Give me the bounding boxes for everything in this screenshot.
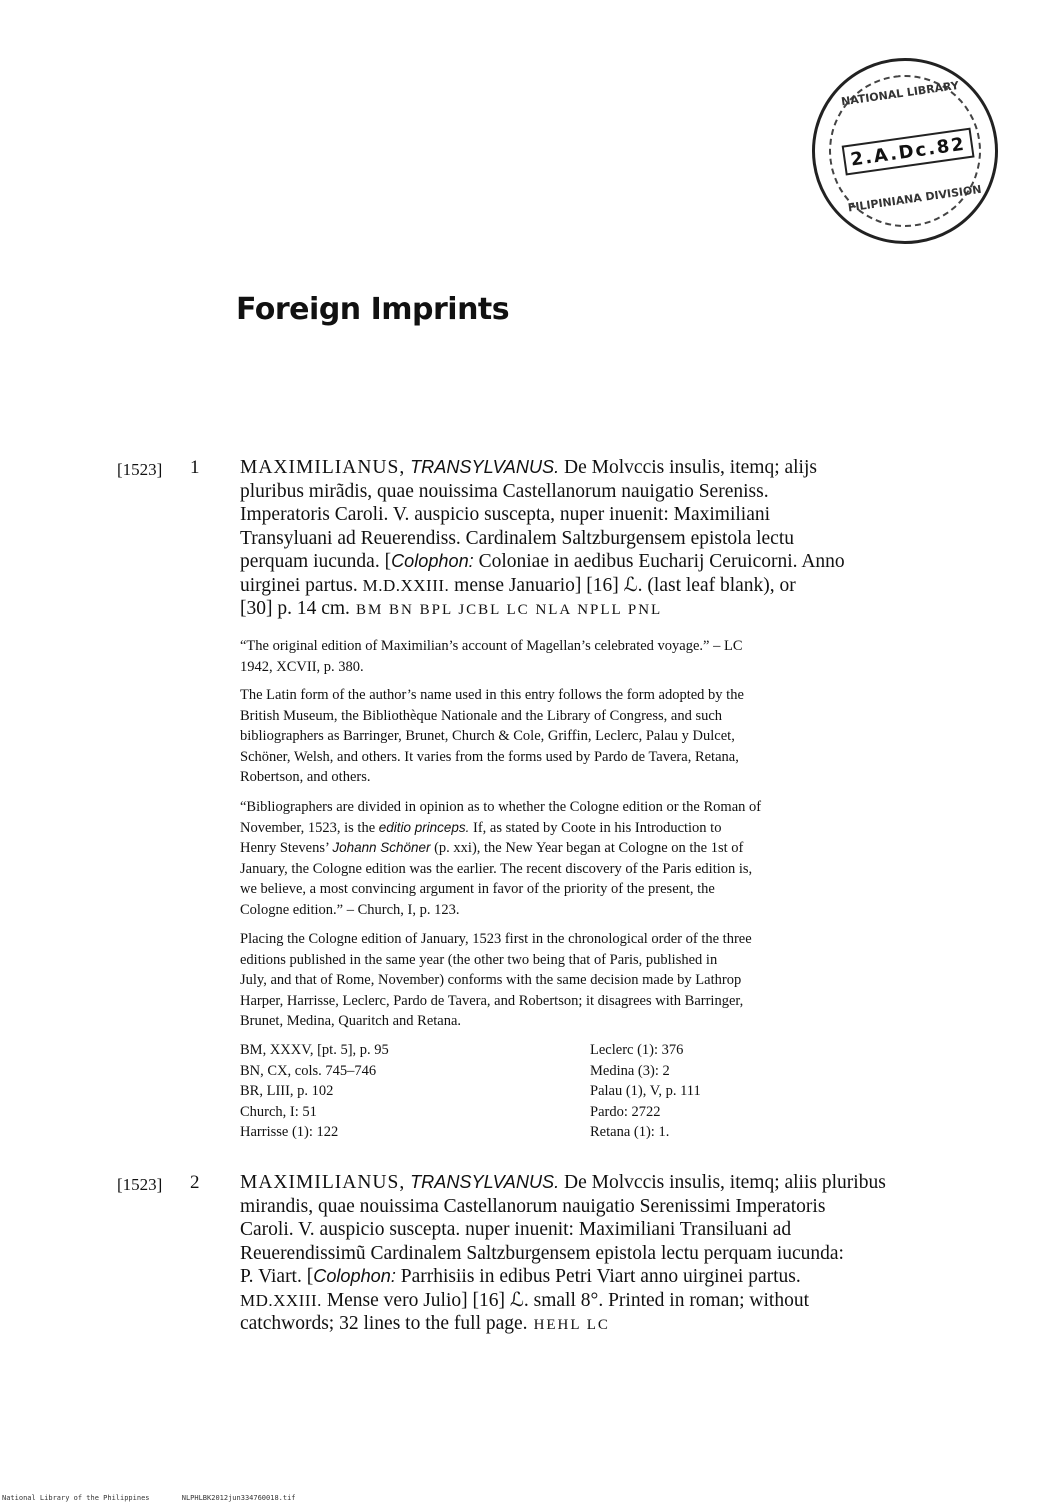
note-line: “Bibliographers are divided in opinion as to whether the Cologne edition or the Roman of	[240, 799, 762, 815]
note-line: January, the Cologne edition was the earlier. The recent discovery of the Paris edition is,	[240, 860, 753, 877]
entry-2-line: Mense vero Julio] [16] ℒ. small 8°. Printed in roman; without	[321, 1289, 810, 1311]
entry-1-line: pluribus mirãdis, quae nouissima Castellanorum nauigatio Sereniss.	[240, 480, 769, 502]
entry-2-date: MD.XXIII.	[240, 1290, 322, 1310]
entry-2-line: catchwords; 32 lines to the full page.	[240, 1313, 528, 1334]
stamp-date: 2.A.Dc.82	[842, 128, 975, 176]
reference: BM, XXXV, [pt. 5], p. 95	[240, 1042, 389, 1058]
note-line: British Museum, the Bibliothèque Nationale and the Library of Congress, and such	[240, 707, 723, 724]
entry-1-note-2	[240, 685, 890, 788]
note-line: Schöner, Welsh, and others. It varies from the forms used by Pardo de Tavera, Retana,	[240, 748, 739, 765]
reference: Retana (1): 1.	[590, 1124, 670, 1140]
entry-1-note-3	[240, 797, 890, 920]
section-title: Foreign Imprints	[236, 292, 510, 327]
footer-file-name: NLPHLBK2012jun334760018.tif	[181, 1494, 296, 1502]
note-line: Henry Stevens’	[240, 840, 333, 856]
note-line: The Latin form of the author’s name used in this entry follows the form adopted by the	[240, 687, 744, 703]
entry-2-line: P. Viart. [	[240, 1266, 314, 1287]
reference: BN, CX, cols. 745–746	[240, 1062, 377, 1079]
note-line: Cologne edition.” – Church, I, p. 123.	[240, 901, 460, 918]
entry-1-line: Imperatoris Caroli. V. auspicio suscepta, nuper inuenit: Maximiliani	[240, 504, 771, 525]
entry-1-line: perquam iucunda. [	[240, 551, 392, 572]
references-left-column	[240, 1040, 389, 1143]
footer-library-name: National Library of the Philippines	[2, 1494, 150, 1502]
entry-2-line: Caroli. V. auspicio suscepta. nuper inuenit: Maximiliani Transiluani ad	[240, 1219, 792, 1240]
note-line: 1942, XCVII, p. 380.	[240, 658, 364, 675]
entry-1-line: uirginei partus.	[240, 574, 363, 596]
entry-2-citation	[240, 1171, 920, 1338]
note-italic: Johann Schöner	[332, 840, 431, 855]
note-line: November, 1523, is the	[240, 819, 379, 836]
stamp-bottom-text: FILIPINIANA DIVISION	[847, 182, 983, 215]
entry-2-author: MAXIMILIANUS,	[240, 1172, 406, 1193]
note-italic: editio princeps.	[378, 819, 470, 835]
entry-1-author-given: TRANSYLVANUS.	[410, 457, 560, 477]
reference: BR, LIII, p. 102	[240, 1083, 334, 1099]
note-line: we believe, a most convincing argument in favor of the priority of the present, the	[240, 881, 715, 897]
note-line: Robertson, and others.	[240, 769, 371, 785]
colophon-label: Colophon:	[313, 1266, 396, 1286]
note-line: July, and that of Rome, November) conforms with the same decision made by Lathrop	[240, 972, 742, 988]
note-line: Harper, Harrisse, Leclerc, Pardo de Tavera, and Robertson; it disagrees with Barringer,	[240, 992, 744, 1009]
entry-2-line: De Molvccis insulis, itemq; aliis pluribus	[564, 1172, 886, 1193]
note-line: If, as stated by Coote in his Introduction to	[469, 819, 722, 836]
entry-1-note-4	[240, 929, 890, 1032]
entry-1-line: De Molvccis insulis, itemq; alijs	[564, 457, 817, 478]
entry-1-line: [30] p. 14 cm.	[240, 598, 350, 619]
references-right-column	[590, 1040, 701, 1143]
note-line: bibliographers as Barringer, Brunet, Church & Cole, Griffin, Leclerc, Palau y Dulcet,	[240, 728, 735, 744]
entry-1-line: Transyluani ad Reuerendiss. Cardinalem Saltzburgensem epistola lectu	[240, 527, 795, 549]
reference: Palau (1), V, p. 111	[590, 1083, 701, 1099]
entry-2-line: mirandis, quae nouissima Castellanorum nauigatio Serenissimi Imperatoris	[240, 1195, 826, 1217]
entry-2-library-codes: HEHL LC	[533, 1317, 610, 1333]
note-line: (p. xxi), the New Year began at Cologne on the 1st of	[430, 840, 744, 856]
entry-1-note-1	[240, 636, 890, 677]
scan-footer	[2, 1494, 324, 1502]
entry-1-date: M.D.XXIII.	[362, 575, 450, 595]
entry-1-line: mense Januario] [16] ℒ. (last leaf blank), or	[449, 574, 796, 596]
entry-2-line: Reuerendissimũ Cardinalem Saltzburgensem epistola lectu perquam iucunda:	[240, 1242, 844, 1264]
colophon-label: Colophon:	[391, 551, 474, 571]
reference: Pardo: 2722	[590, 1103, 661, 1120]
entry-1-citation	[240, 456, 920, 623]
reference: Leclerc (1): 376	[590, 1042, 684, 1058]
note-line: Brunet, Medina, Quaritch and Retana.	[240, 1013, 462, 1029]
reference: Medina (3): 2	[590, 1062, 670, 1079]
entry-1-author: MAXIMILIANUS,	[240, 457, 406, 478]
entry-2-year: [1523]	[117, 1175, 163, 1194]
library-stamp	[800, 46, 1010, 256]
reference: Church, I: 51	[240, 1103, 317, 1120]
entry-1-number: 1	[190, 457, 200, 478]
entry-2-number: 2	[190, 1172, 200, 1193]
note-line: “The original edition of Maximilian’s account of Magellan’s celebrated voyage.” – LC	[240, 638, 743, 654]
stamp-top-text: NATIONAL LIBRARY	[840, 78, 960, 109]
entry-1-year: [1523]	[117, 460, 163, 479]
note-line: editions published in the same year (the other two being that of Paris, published in	[240, 951, 718, 968]
entry-2-line: Parrhisiis in edibus Petri Viart anno uirginei partus.	[395, 1266, 801, 1287]
entry-1-line: Coloniae in aedibus Eucharij Ceruicorni. Anno	[473, 551, 845, 572]
note-line: Placing the Cologne edition of January, 1523 first in the chronological order of the three	[240, 931, 752, 947]
entry-2-author-given: TRANSYLVANUS.	[410, 1172, 560, 1192]
entry-1-library-codes: BM BN BPL JCBL LC NLA NPLL PNL	[355, 602, 663, 618]
reference: Harrisse (1): 122	[240, 1124, 339, 1140]
